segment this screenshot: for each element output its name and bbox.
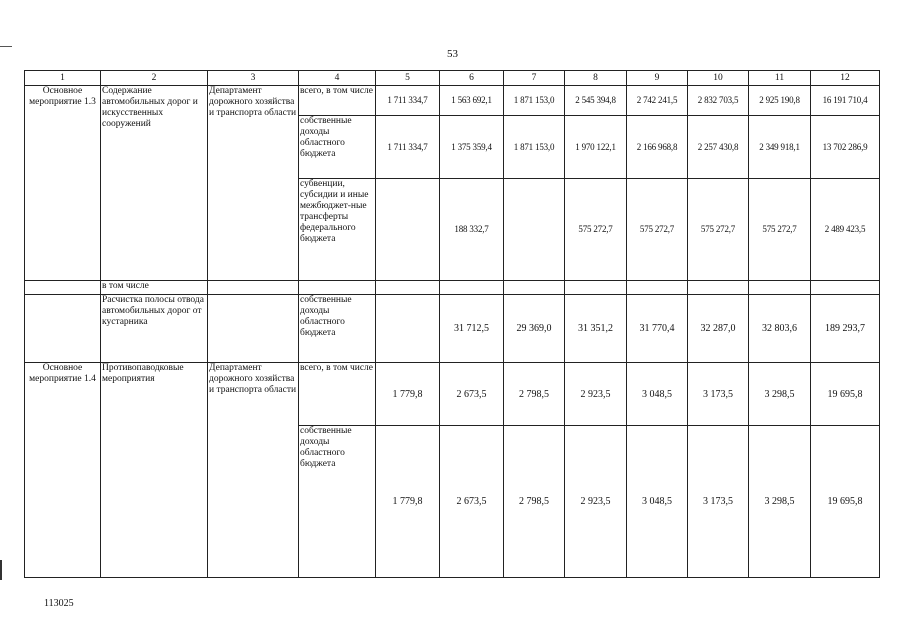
value-cell: 3 173,5: [688, 426, 749, 578]
event-name-cell: Содержание автомобильных дорог и искусственных сооружений: [101, 86, 208, 281]
value-cell: 16 191 710,4: [811, 86, 880, 116]
budget-table: [24, 70, 880, 578]
value-cell: 3 298,5: [749, 426, 811, 578]
table-row: [25, 86, 880, 116]
value-cell: 2 673,5: [440, 426, 504, 578]
value-cell: 2 798,5: [504, 426, 565, 578]
value-cell: 2 923,5: [565, 363, 627, 426]
value-cell: 2 923,5: [565, 426, 627, 578]
value-cell: 2 257 430,8: [688, 116, 749, 179]
value-cell: 2 166 968,8: [627, 116, 688, 179]
value-cell: 2 349 918,1: [749, 116, 811, 179]
header-cell: 6: [440, 71, 504, 86]
value-cell: 1 711 334,7: [376, 116, 440, 179]
header-cell: 11: [749, 71, 811, 86]
margin-mark: [0, 560, 2, 580]
source-cell: собственные доходы областного бюджета: [299, 116, 376, 179]
value-cell: 29 369,0: [504, 295, 565, 363]
value-cell: 1 779,8: [376, 363, 440, 426]
source-cell: всего, в том числе: [299, 363, 376, 426]
value-cell: 31 770,4: [627, 295, 688, 363]
value-cell: 31 351,2: [565, 295, 627, 363]
empty-cell: [811, 281, 880, 295]
value-cell: [504, 179, 565, 281]
value-cell: 1 970 122,1: [565, 116, 627, 179]
header-row: [25, 71, 880, 86]
value-cell: 3 298,5: [749, 363, 811, 426]
header-cell: 9: [627, 71, 688, 86]
empty-cell: [688, 281, 749, 295]
value-cell: 2 742 241,5: [627, 86, 688, 116]
empty-cell: [299, 281, 376, 295]
executor-cell: Департамент дорожного хозяйства и транспорта области: [208, 363, 299, 578]
value-cell: 1 711 334,7: [376, 86, 440, 116]
header-cell: 8: [565, 71, 627, 86]
header-cell: 1: [25, 71, 101, 86]
empty-cell: [208, 281, 299, 295]
header-cell: 3: [208, 71, 299, 86]
source-cell: собственные доходы областного бюджета: [299, 295, 376, 363]
value-cell: 13 702 286,9: [811, 116, 880, 179]
value-cell: 575 272,7: [565, 179, 627, 281]
value-cell: 189 293,7: [811, 295, 880, 363]
event-name-cell: Расчистка полосы отвода автомобильных дорог от кустарника: [101, 295, 208, 363]
header-cell: 7: [504, 71, 565, 86]
empty-cell: [749, 281, 811, 295]
empty-cell: [25, 295, 101, 363]
source-cell: субвенции, субсидии и иные межбюджет-ные трансферты федерального бюджета: [299, 179, 376, 281]
value-cell: 2 489 423,5: [811, 179, 880, 281]
value-cell: 188 332,7: [440, 179, 504, 281]
value-cell: 575 272,7: [688, 179, 749, 281]
executor-cell: Департамент дорожного хозяйства и транспорта области: [208, 86, 299, 281]
value-cell: 2 832 703,5: [688, 86, 749, 116]
value-cell: 575 272,7: [749, 179, 811, 281]
value-cell: 575 272,7: [627, 179, 688, 281]
empty-cell: [25, 281, 101, 295]
source-cell: собственные доходы областного бюджета: [299, 426, 376, 578]
value-cell: 3 173,5: [688, 363, 749, 426]
value-cell: 1 375 359,4: [440, 116, 504, 179]
value-cell: 19 695,8: [811, 426, 880, 578]
source-cell: всего, в том числе: [299, 86, 376, 116]
value-cell: [376, 295, 440, 363]
value-cell: 31 712,5: [440, 295, 504, 363]
event-cell: Основное мероприятие 1.4: [25, 363, 101, 578]
value-cell: 1 871 153,0: [504, 116, 565, 179]
header-cell: 12: [811, 71, 880, 86]
empty-cell: [376, 281, 440, 295]
value-cell: 2 925 190,8: [749, 86, 811, 116]
value-cell: 1 871 153,0: [504, 86, 565, 116]
value-cell: 32 287,0: [688, 295, 749, 363]
table-row: [25, 363, 880, 426]
empty-cell: [627, 281, 688, 295]
header-cell: 2: [101, 71, 208, 86]
header-cell: 5: [376, 71, 440, 86]
value-cell: 1 779,8: [376, 426, 440, 578]
value-cell: 32 803,6: [749, 295, 811, 363]
empty-cell: [565, 281, 627, 295]
value-cell: 3 048,5: [627, 363, 688, 426]
table-row: [25, 295, 880, 363]
page-number: 53: [447, 48, 458, 60]
header-cell: 10: [688, 71, 749, 86]
value-cell: 1 563 692,1: [440, 86, 504, 116]
value-cell: 3 048,5: [627, 426, 688, 578]
header-cell: 4: [299, 71, 376, 86]
margin-line: [0, 46, 12, 47]
empty-cell: [208, 295, 299, 363]
value-cell: 19 695,8: [811, 363, 880, 426]
event-cell: Основное мероприятие 1.3: [25, 86, 101, 281]
value-cell: 2 545 394,8: [565, 86, 627, 116]
table-row: [25, 281, 880, 295]
value-cell: 2 673,5: [440, 363, 504, 426]
including-cell: в том числе: [101, 281, 208, 295]
value-cell: [376, 179, 440, 281]
empty-cell: [504, 281, 565, 295]
document-code: 113025: [44, 598, 74, 609]
value-cell: 2 798,5: [504, 363, 565, 426]
event-name-cell: Противопаводковые мероприятия: [101, 363, 208, 578]
empty-cell: [440, 281, 504, 295]
